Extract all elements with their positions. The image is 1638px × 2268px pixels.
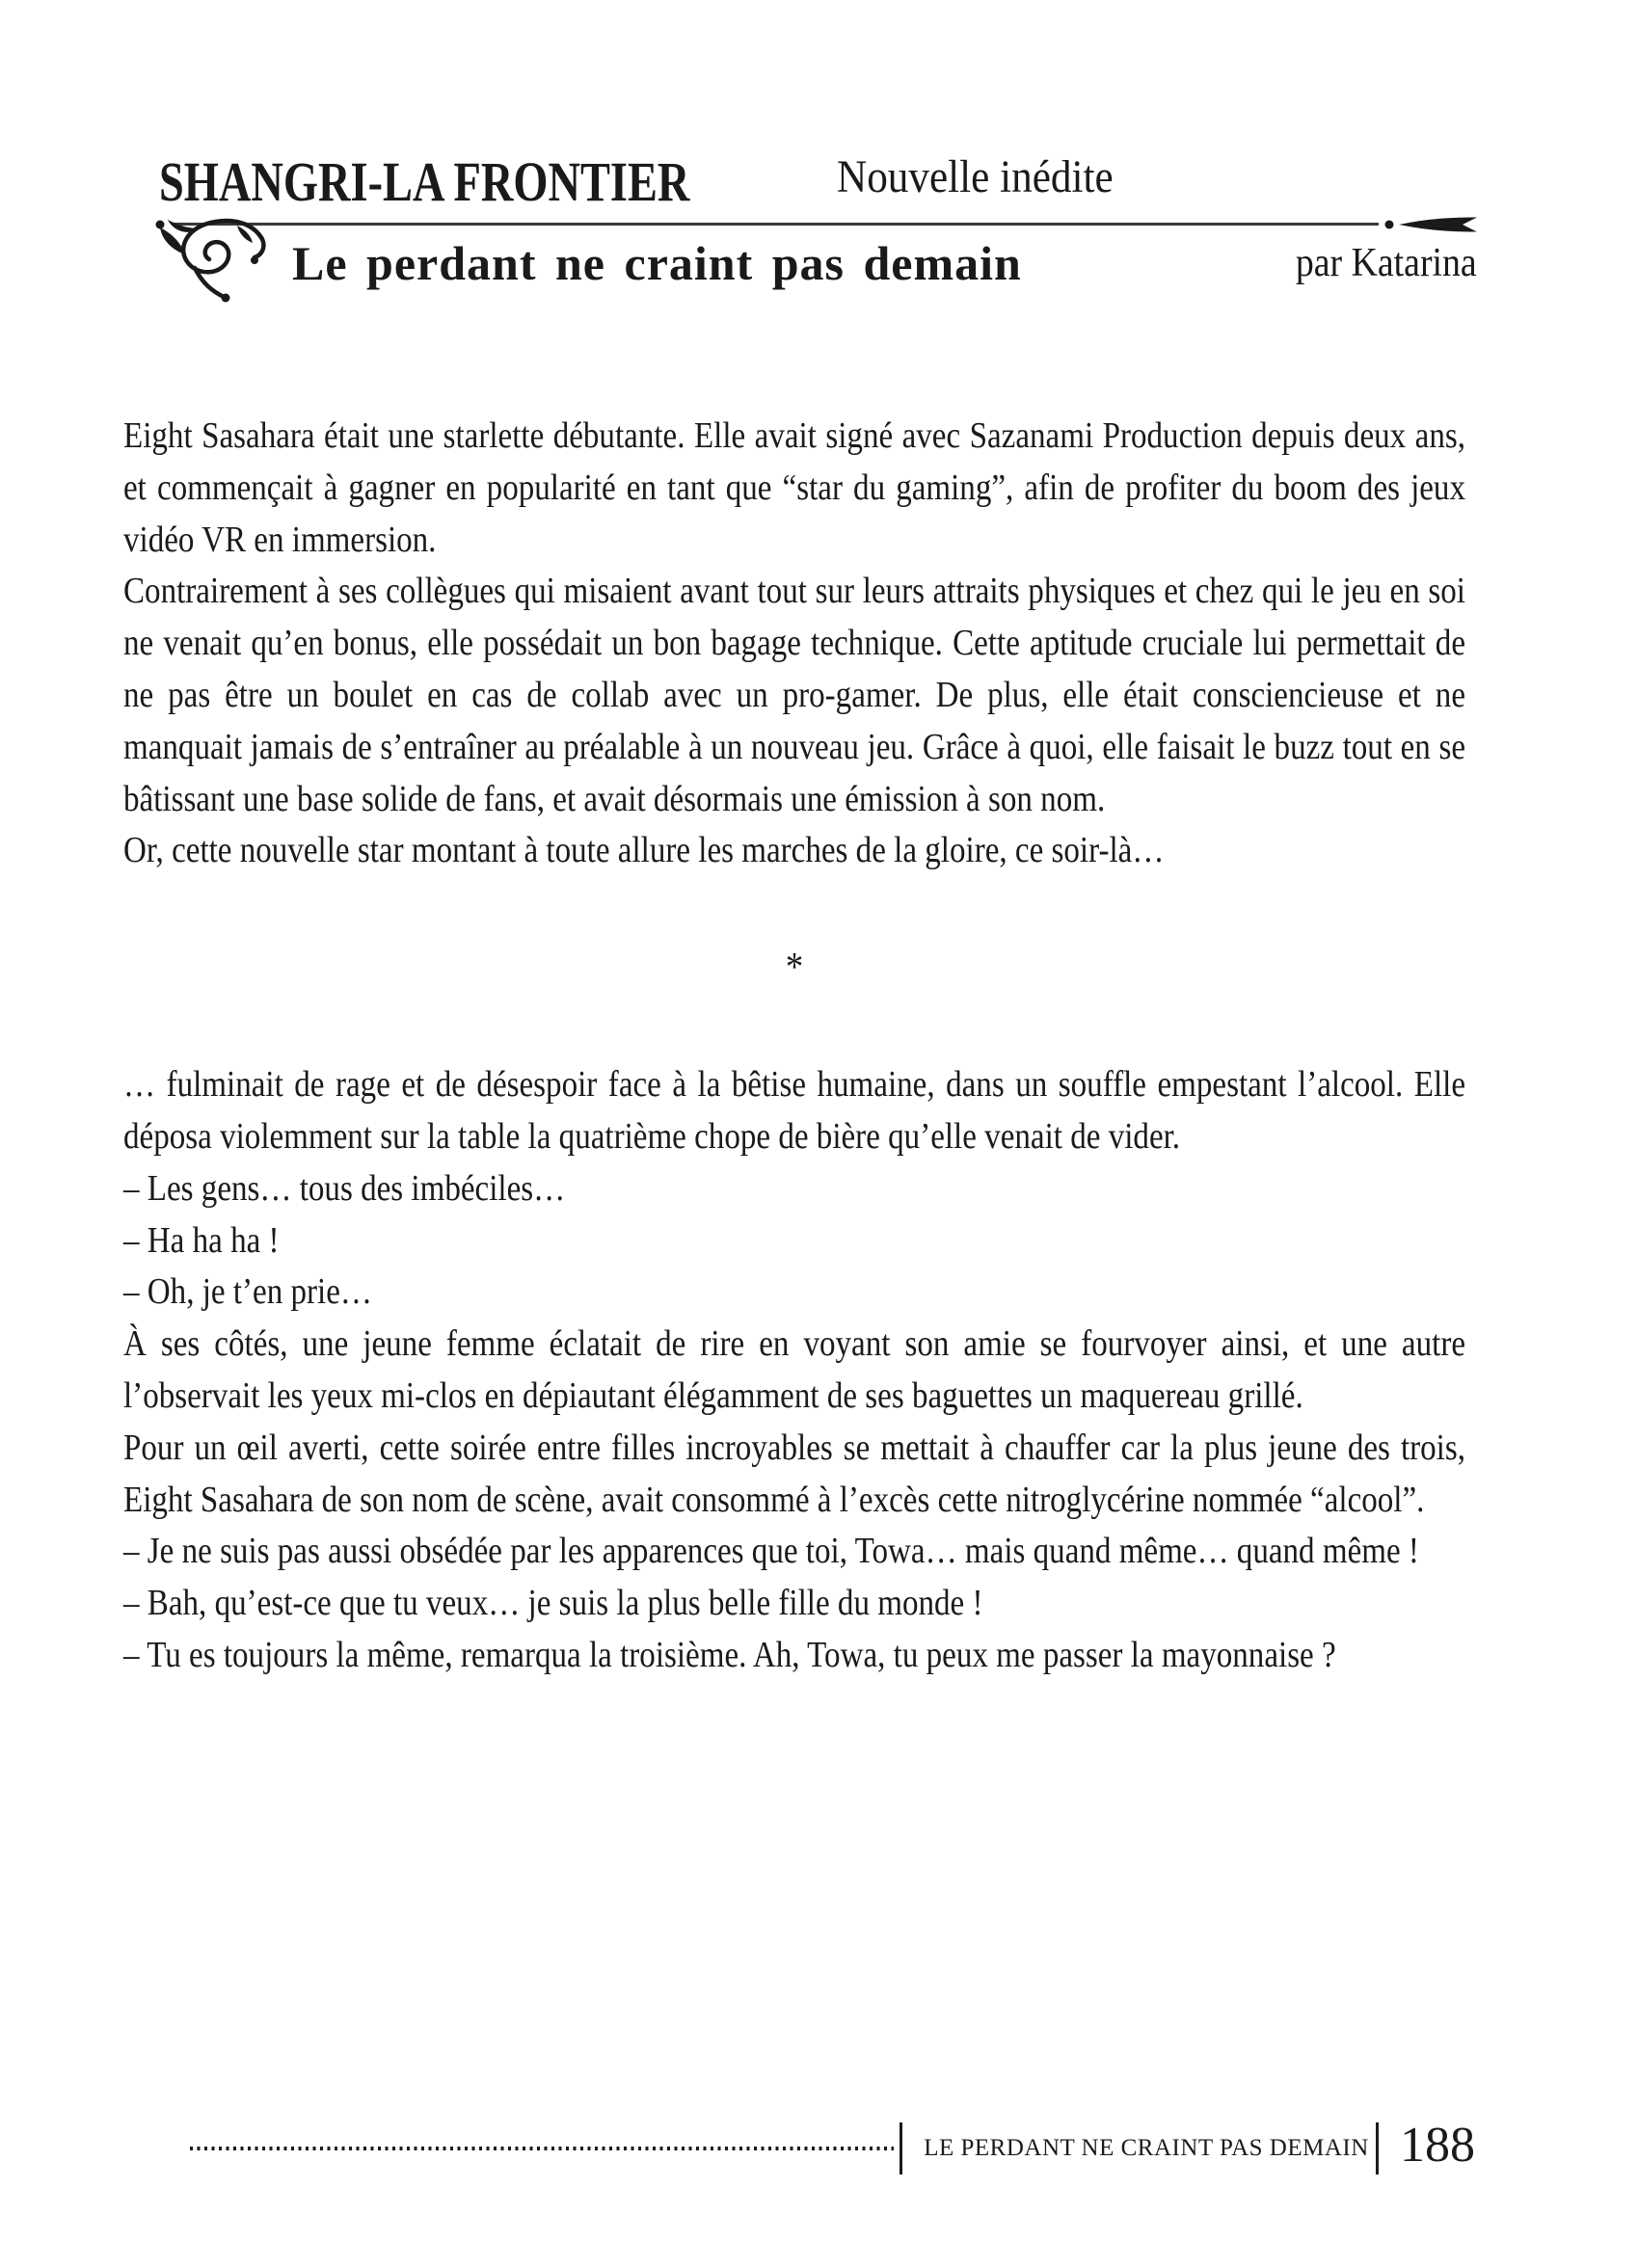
footer-divider-bar (900, 2122, 902, 2175)
series-title: SHANGRI-LA FRONTIER (159, 150, 690, 213)
edition-label: Nouvelle inédite (837, 151, 1114, 202)
flourish-icon (152, 216, 280, 305)
dialogue-line: – Bah, qu’est-ce que tu veux… je suis la plus belle fille du monde ! (123, 1583, 983, 1624)
dialogue-line: – Les gens… tous des imbéciles… (123, 1167, 566, 1209)
page-number: 188 (1400, 2118, 1475, 2173)
paragraph: Pour un œil averti, cette soirée entre filles incroyables se mettait à chauffer car la plus jeune des trois, Eight Sasahara de son nom de scène, avait consommé à l’excès cette nitroglycérine nommée “alcool”. (123, 1427, 1465, 1520)
paragraph: Or, cette nouvelle star montant à toute allure les marches de la gloire, ce soir-là… (123, 830, 1165, 871)
paragraph: Eight Sasahara était une starlette débutante. Elle avait signé avec Sazanami Production depuis deux ans, et commençait à gagner en popularité en tant que “star du gaming”, afin de profiter du boom des jeux vidéo VR en immersion. (123, 415, 1465, 560)
footer-running-title: LE PERDANT NE CRAINT PAS DEMAIN (924, 2135, 1369, 2161)
story-title: Le perdant ne craint pas demain (292, 236, 1022, 290)
paragraph: … fulminait de rage et de désespoir face à la bêtise humaine, dans un souffle empestant l’alcool. Elle déposa violemment sur la table la quatrième chope de bière qu’elle venait de vider. (123, 1064, 1465, 1157)
paragraph: Contrairement à ses collègues qui misaient avant tout sur leurs attraits physiques et chez qui le jeu en soi ne venait qu’en bonus, elle possédait un bon bagage technique. Cette aptitude cruciale lui permettait de ne pas être un boulet en cas de collab avec un pro-gamer. De plus, elle était consciencieuse et ne manquait jamais de s’entraîner au préalable à un nouveau jeu. Grâce à quoi, elle faisait le buzz tout en se bâtissant une base solide de fans, et avait désormais une émission à son nom. (123, 571, 1465, 819)
author-credit: par Katarina (1296, 241, 1477, 285)
footer-dotted-line (190, 2147, 894, 2150)
section-separator: * (785, 945, 804, 990)
arrow-ornament-icon (1383, 215, 1479, 234)
dialogue-line: – Tu es toujours la même, remarqua la troisième. Ah, Towa, tu peux me passer la mayonnaise ? (123, 1634, 1336, 1675)
paragraph: À ses côtés, une jeune femme éclatait de rire en voyant son amie se fourvoyer ainsi, et une autre l’observait les yeux mi-clos en dépiautant élégamment de ses baguettes un maquereau grillé. (123, 1323, 1465, 1416)
dialogue-line: – Je ne suis pas aussi obsédée par les apparences que toi, Towa… mais quand même… quand même ! (123, 1531, 1419, 1572)
story-text (123, 411, 1465, 1682)
footer-divider-bar (1376, 2122, 1379, 2175)
header-rule (172, 223, 1379, 226)
dialogue-line: – Oh, je t’en prie… (123, 1271, 372, 1313)
dialogue-line: – Ha ha ha ! (123, 1219, 280, 1261)
